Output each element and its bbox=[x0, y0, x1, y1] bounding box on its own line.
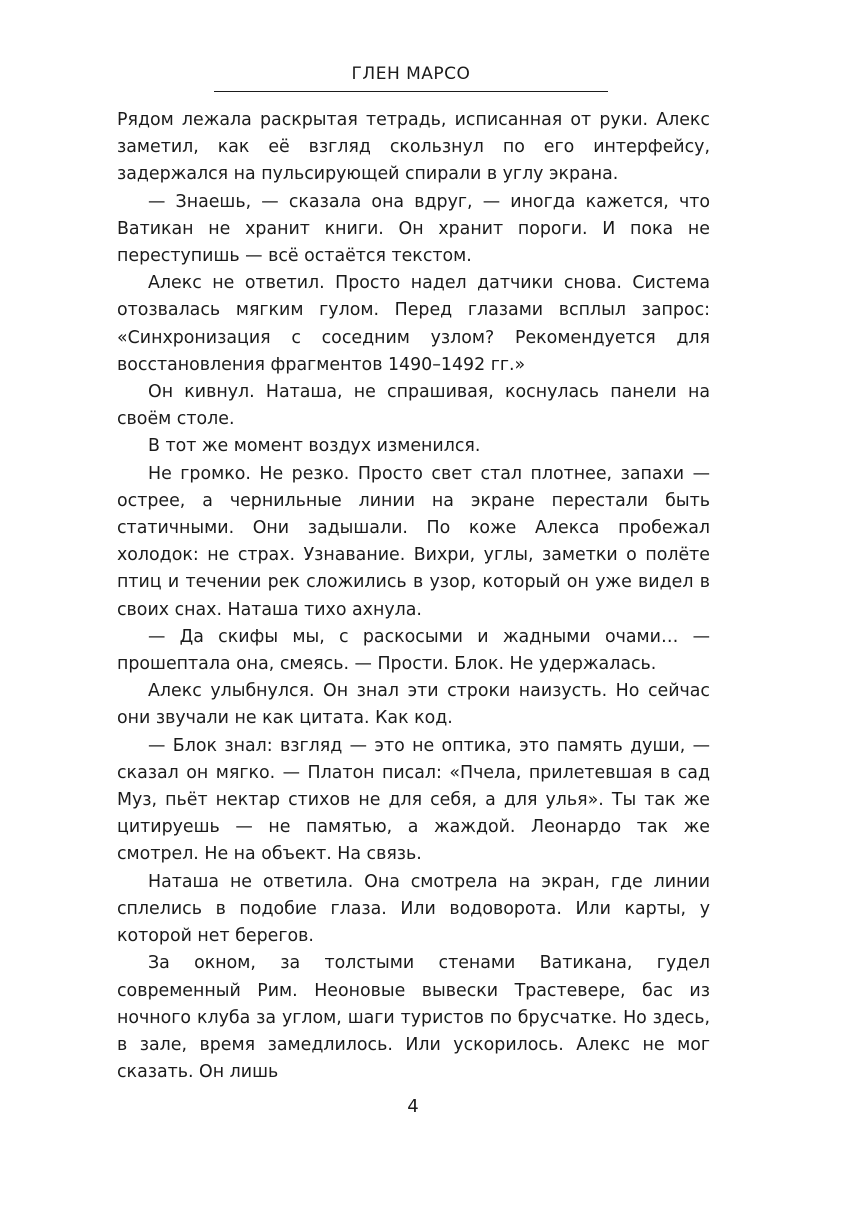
paragraph: Алекс не ответил. Просто надел датчики снова. Система отозвалась мягким гулом. Перед глазами всплыл запрос: «Синхронизация с соседним узлом? Рекомендуется для восстановления фрагментов 1490–1492 гг.» bbox=[117, 273, 710, 375]
header-rule bbox=[214, 91, 608, 92]
paragraph: В тот же момент воздух изменился. bbox=[148, 436, 481, 457]
paragraph: Наташа не ответила. Она смотрела на экран, где линии сплелись в подобие глаза. Или водоворота. Или карты, у которой нет берегов. bbox=[117, 871, 710, 947]
paragraph: — Да скифы мы, с раскосыми и жадными очами… — прошептала она, смеясь. — Прости. Блок. Не удержалась. bbox=[117, 626, 710, 675]
paragraph: Алекс улыбнулся. Он знал эти строки наизусть. Но сейчас они звучали не как цитата. Как код. bbox=[117, 681, 710, 729]
paragraph: — Блок знал: взгляд — это не оптика, это память души, — сказал он мягко. — Платон писал: «Пчела, прилетевшая в сад Муз, пьёт нектар стихов не для себя, а для улья». Ты так же цитируешь — не памятью, а жаждой. Леонардо так же смотрел. Не на объект. На связь. bbox=[117, 735, 710, 865]
paragraph: За окном, за толстыми стенами Ватикана, гудел современный Рим. Неоновые вывески Трастевере, бас из ночного клуба за углом, шаги туристов по брусчатке. Но здесь, в зале, время замедлилось. Или ускорилось. Алекс не мог сказать. Он лишь bbox=[117, 953, 710, 1083]
paragraph: Он кивнул. Наташа, не спрашивая, коснулась панели на своём столе. bbox=[117, 382, 710, 430]
body-text bbox=[117, 107, 710, 1086]
running-header-title: ГЛЕН МАРСО bbox=[351, 64, 471, 84]
paragraph: Рядом лежала раскрытая тетрадь, исписанная от руки. Алекс заметил, как её взгляд скользнул по его интерфейсу, задержался на пульсирующей спирали в углу экрана. bbox=[117, 110, 710, 185]
paragraph: — Знаешь, — сказала она вдруг, — иногда кажется, что Ватикан не хранит книги. Он хранит пороги. И пока не переступишь — всё остаётся текстом. bbox=[117, 191, 710, 267]
page-number: 4 bbox=[407, 1096, 419, 1117]
paragraph: Не громко. Не резко. Просто свет стал плотнее, запахи — острее, а чернильные линии на экране перестали быть статичными. Они задышали. По коже Алекса пробежал холодок: не страх. Узнавание. Вихри, углы, заметки о полёте птиц и течении рек сложились в узор, который он уже видел в своих снах. Наташа тихо ахнула. bbox=[117, 463, 710, 620]
